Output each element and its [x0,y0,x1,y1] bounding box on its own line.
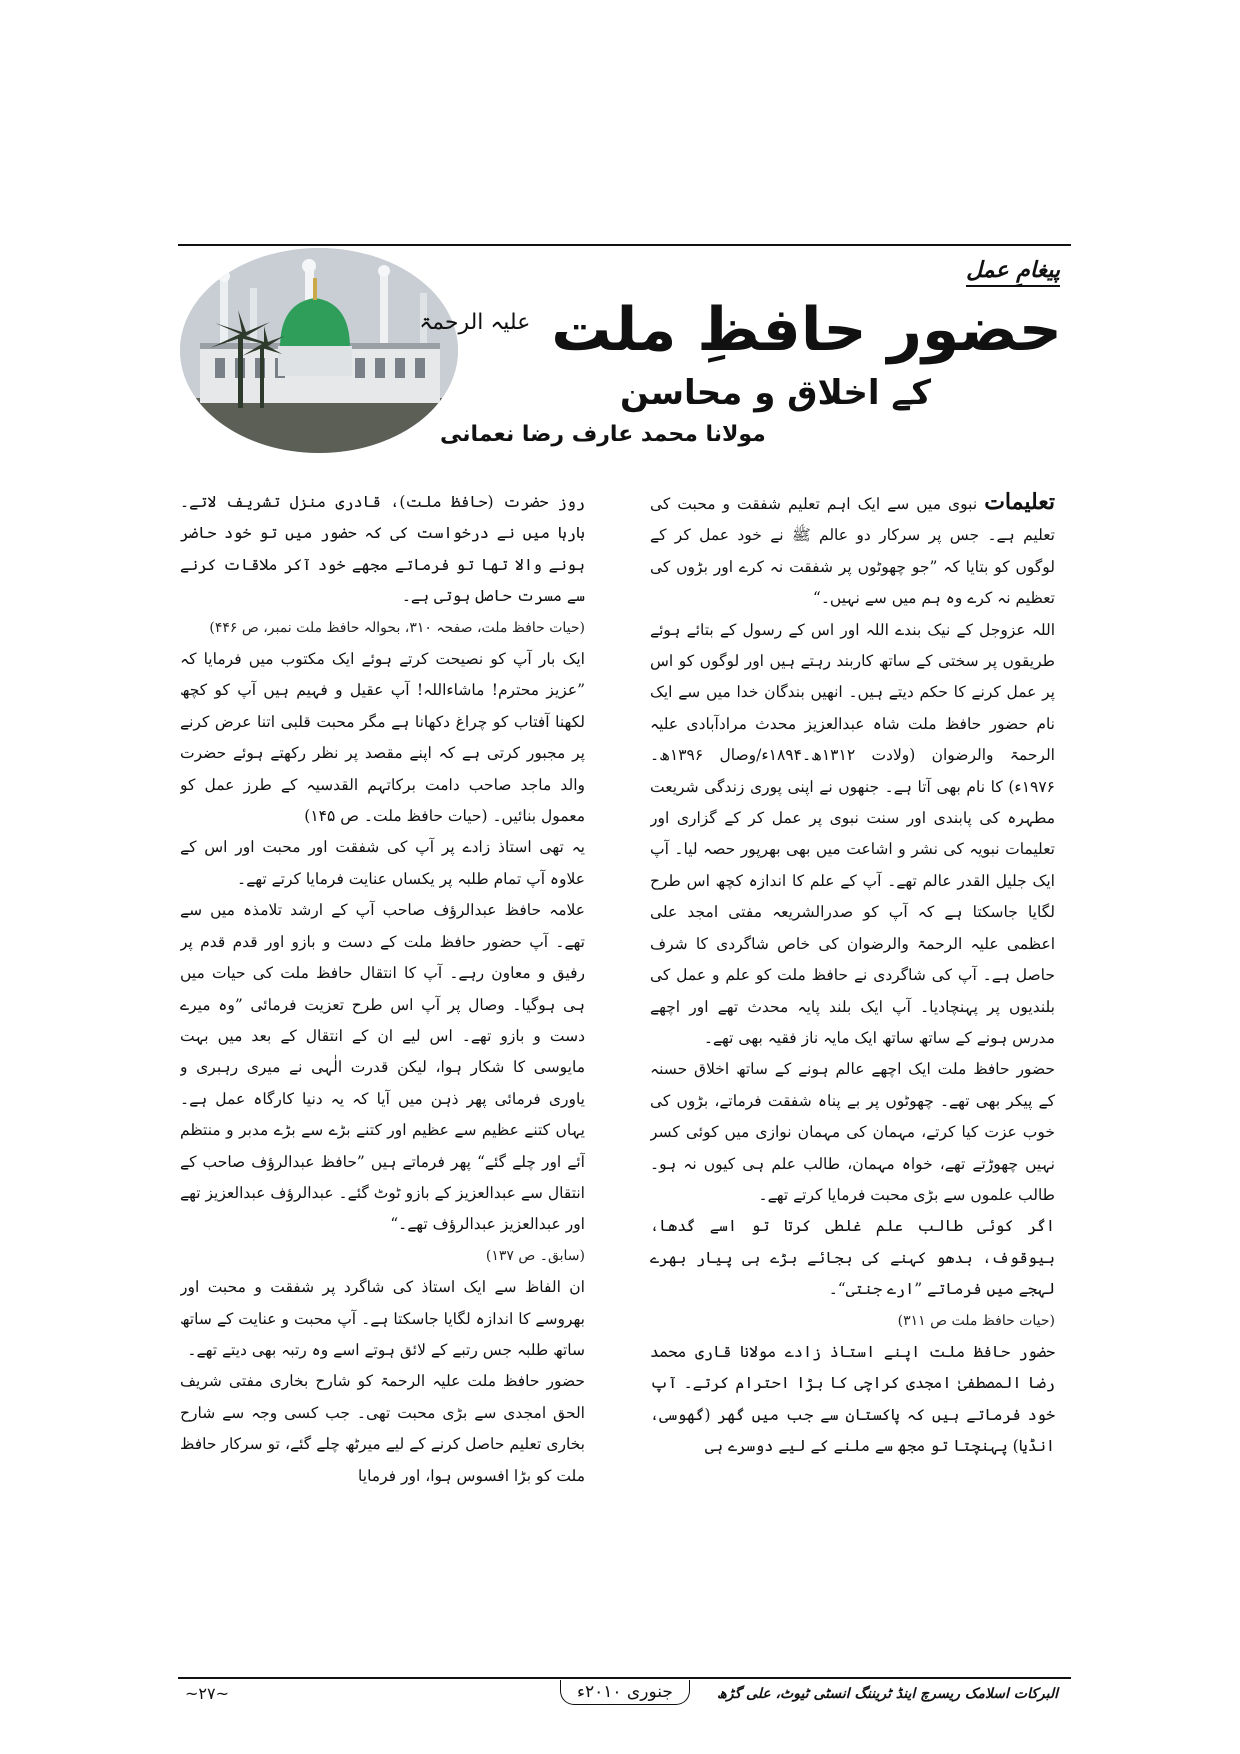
title-text: حضور حافظِ ملت [551,295,1062,365]
text-column-right [650,487,1055,1672]
paragraph: حضور حافظ ملت علیہ الرحمۃ کو شارح بخاری مفتی شریف الحق امجدی سے بڑی محبت تھی۔ جب کسی وجہ سے شارح بخاری تعلیم حاصل کرنے کے لیے میرٹھ چلے گئے، تو سرکار حافظ ملت کو بڑا افسوس ہوا، اور فرمایا [180,1372,585,1485]
paragraph: اللہ عزوجل کے نیک بندے اللہ اور اس کے رسول کے بتائے ہوئے طریقوں پر سختی کے ساتھ کاربند رہتے ہیں اور لوگوں کو اس پر عمل کرنے کا حکم دیتے ہیں۔ انھیں بندگان خدا میں سے ایک نام حضور حافظ ملت شاہ عبدالعزیز محدث مرادآبادی علیہ الرحمۃ والرضوان (ولادت ۱۳۱۲ھ۔۱۸۹۴ء/وصال ۱۳۹۶ھ۔۱۹۷۶ء) کا نام بھی آتا ہے۔ جنھوں نے اپنی پوری زندگی شریعت مطہرہ کی پابندی اور سنت نبوی پر عمل کر کے گزاری اور تعلیمات نبویہ کی نشر و اشاعت میں بھی بھرپور حصہ لیا۔ آپ ایک جلیل القدر عالم تھے۔ آپ کے علم کا اندازہ کچھ اس طرح لگایا جاسکتا ہے کہ آپ کو صدرالشریعہ مفتی امجد علی اعظمی علیہ الرحمۃ والرضوان کی خاص شاگردی کا شرف حاصل ہے۔ آپ کی شاگردی نے حافظ ملت کو علم و عمل کی بلندیوں پر پہنچادیا۔ آپ ایک بلند پایہ محدث تھے اور اچھے مدرس ہونے کے ساتھ ساتھ ایک مایہ ناز فقیہ بھی تھے۔ [650,620,1055,1047]
article-subtitle: کے اخلاق و محاسن [620,373,932,413]
header-rule [178,244,1071,246]
footer-rule [178,1677,1071,1679]
paragraph: یہ تھی استاذ زادے پر آپ کی شفقت اور محبت اور اس کے علاوہ آپ تمام طلبہ پر یکساں عنایت فرمایا کرتے تھے۔ [180,838,585,888]
publisher-name: البرکات اسلامک ریسرچ اینڈ ٹریننگ انسٹی ٹیوٹ، علی گڑھ [716,1686,1058,1702]
paragraph [650,487,1055,615]
paragraph-text: نبوی میں سے ایک اہم تعلیم شفقت و محبت کی تعلیم ہے۔ جس پر سرکار دو عالم ﷺ نے خود عمل کر کے لوگوں کو بتایا کہ ”جو چھوٹوں پر شفقت نہ کرے اور بڑوں کی تعظیم نہ کرے وہ ہم میں سے نہیں۔“ [650,495,1055,608]
title-honorific: علیہ الرحمۃ [419,310,531,335]
mosque-photo [180,248,458,453]
citation: (سابق۔ ص ۱۳۷) [485,1247,585,1264]
paragraph: علامہ حافظ عبدالرؤف صاحب آپ کے ارشد تلامذہ میں سے تھے۔ آپ حضور حافظ ملت کے دست و بازو اور قدم قدم پر رفیق و معاون رہے۔ آپ کا انتقال حافظ ملت کی حیات میں ہی ہوگیا۔ وصال پر آپ اس طرح تعزیت فرمائی ”وہ میرے دست و بازو تھے۔ اس لیے ان کے انتقال کے بعد میں بہت مایوسی کا شکار ہوا، لیکن قدرت الٰہی نے میری رہبری و یاوری فرمائی پھر ذہن میں آیا کہ یہ دنیا کارگاہ عمل ہے۔ یہاں کتنے عظیم سے عظیم اور کتنے بڑے سے بڑے مدبر و منتظم آئے اور چلے گئے“ پھر فرماتے ہیں ”حافظ عبدالرؤف صاحب کے انتقال سے عبدالعزیز کے بازو ٹوٹ گئے۔ عبدالرؤف عبدالعزیز تھے اور عبدالعزیز عبدالرؤف تھے۔“ [180,901,585,1234]
citation: (حیات حافظ ملت، صفحہ ۳۱۰، بحوالہ حافظ ملت نمبر، ص ۴۴۶) [209,619,585,636]
section-tag: پیغامِ عمل [966,258,1060,287]
paragraph: روز حضرت (حافظ ملت)، قادری منزل تشریف لاتے۔ بارہا میں نے درخواست کی کہ حضور میں تو خود حاضر ہونے والا تھا تو فرماتے مجھے خود آکر ملاقات کرنے سے مسرت حاصل ہوتی ہے۔ [180,493,585,606]
paragraph: حضور حافظ ملت ایک اچھے عالم ہونے کے ساتھ اخلاق حسنہ کے پیکر بھی تھے۔ چھوٹوں پر بے پناہ شفقت فرماتے، بڑوں کی خوب عزت کیا کرتے، مہمان کی مہمان نوازی میں کوئی کسر نہیں چھوڑتے تھے، خواہ مہمان، طالب علم ہی کیوں نہ ہو۔ طالب علموں سے بڑی محبت فرمایا کرتے تھے۔ [650,1060,1055,1204]
lead-word: تعلیمات [984,489,1055,515]
author-name: مولانا محمد عارف رضا نعمانی [440,422,766,447]
issue-date: جنوری ۲۰۱۰ء [560,1680,690,1705]
paragraph: حضور حافظ ملت اپنے استاذ زادے مولانا قاری محمد رضا المصطفیٰ امجدی کراچی کا بڑا احترام کرتے۔ آپ خود فرماتے ہیں کہ پاکستان سے جب میں گھر (گھوسی، انڈیا) پہنچتا تو مجھ سے ملنے کے لیے دوسرے ہی [650,1342,1055,1456]
page-number: ~۲۷~ [185,1684,229,1703]
citation: (حیات حافظ ملت ص ۳۱۱) [897,1312,1055,1329]
text-column-left [180,487,585,1672]
paragraph: اگر کوئی طالب علم غلطی کرتا تو اسے گدھا، بیوقوف، بدھو کہنے کی بجائے بڑے ہی پیار بھرے لہجے میں فرماتے ”ارے جنتی“۔ [650,1217,1055,1299]
article-title [419,295,1062,365]
paragraph: ایک بار آپ کو نصیحت کرتے ہوئے ایک مکتوب میں فرمایا کہ ”عزیز محترم! ماشاءاللہ! آپ عقیل و فہیم ہیں آپ کو کچھ لکھنا آفتاب کو چراغ دکھانا ہے مگر محبت قلبی اتنا عرض کرنے پر مجبور کرتی ہے کہ اپنے مقصد پر نظر رکھتے ہوئے حضرت والد ماجد صاحب دامت برکاتہم القدسیہ کے طرز عمل کو معمول بنائیں۔ (حیات حافظ ملت۔ ص ۱۴۵) [180,650,585,826]
paragraph: ان الفاظ سے ایک استاذ کی شاگرد پر شفقت و محبت اور بھروسے کا اندازہ لگایا جاسکتا ہے۔ آپ محبت و عنایت کے ساتھ ساتھ طلبہ جس رتبے کے لائق ہوتے اسے وہ رتبہ بھی دیتے تھے۔ [180,1278,585,1359]
